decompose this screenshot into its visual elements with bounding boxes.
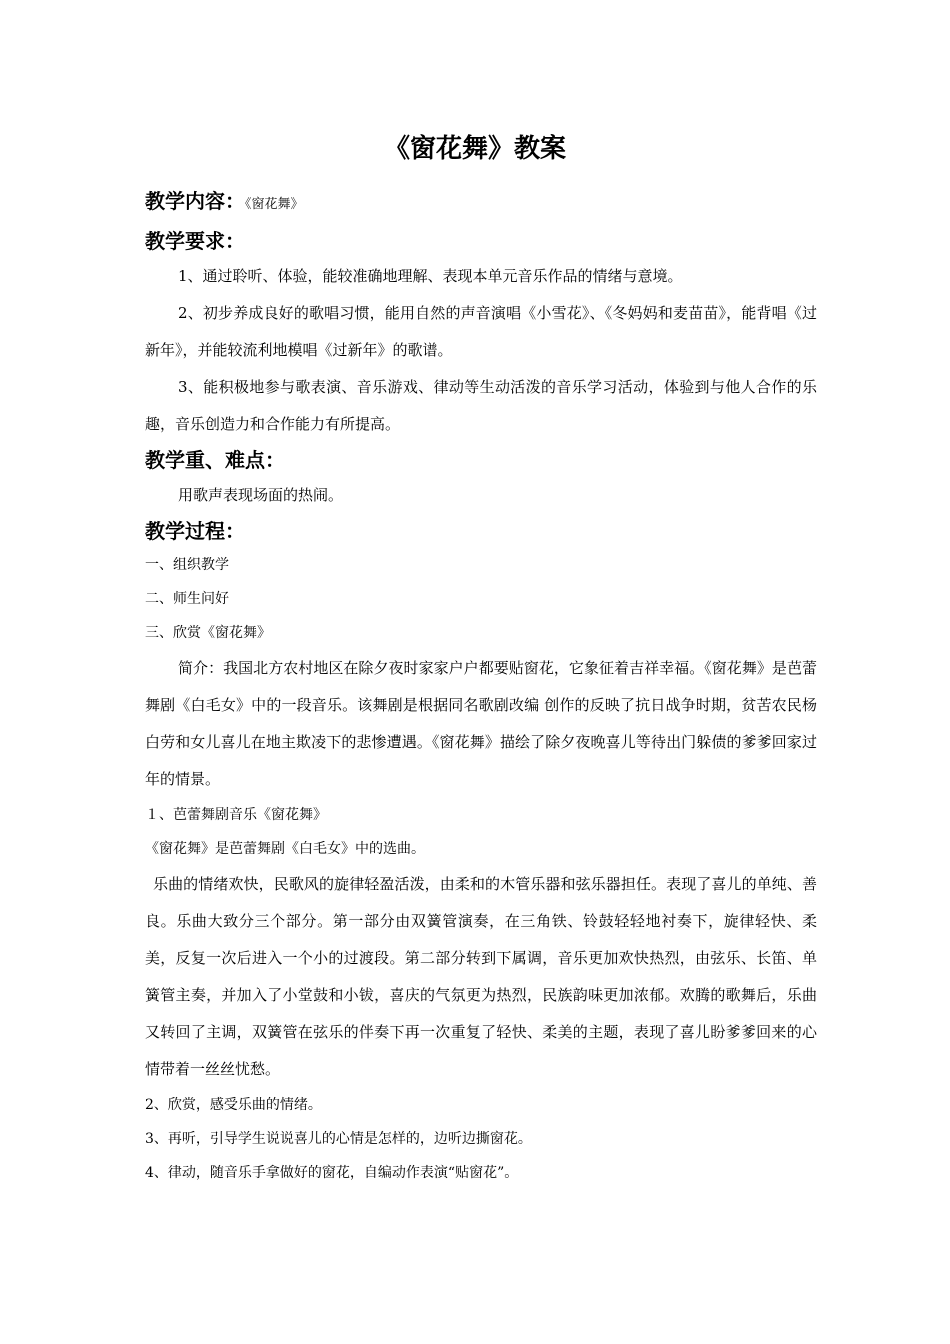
subsection-desc: 《窗花舞》是芭蕾舞剧《白毛女》中的选曲。 <box>145 841 425 857</box>
keypoints-heading: 教学重、难点： <box>145 448 285 472</box>
requirements-heading: 教学要求： <box>145 229 245 253</box>
music-description: 乐曲的情绪欢快，民歌风的旋律轻盈活泼，由柔和的木管乐器和弦乐器担任。表现了喜儿的单纯、善良。乐曲大致分三个部分。第一部分由双簧管演奏，在三角铁、铃鼓轻轻地衬奏下，旋律轻快、柔美，反复一次后进入一个小的过渡段。第二部分转到下属调，音乐更加欢快热烈，由弦乐、长笛、单簧管主奏，并加入了小堂鼓和小钹，喜庆的气氛更为热烈，民族韵味更加浓郁。欢腾的歌舞后，乐曲又转回了主调，双簧管在弦乐的伴奏下再一次重复了轻快、柔美的主题，表现了喜儿盼爹爹回来的心情带着一丝丝忧愁。 <box>145 875 817 1078</box>
requirement-item: 2、初步养成良好的歌唱习惯，能用自然的声音演唱《小雪花》、《冬妈妈和麦苗苗》，能背唱《过新年》，并能较流利地模唱《过新年》的歌谱。 <box>145 304 817 359</box>
document-body <box>145 184 817 1190</box>
process-heading: 教学过程： <box>145 519 245 543</box>
content-heading <box>145 184 817 222</box>
content-heading-label: 教学内容： <box>145 189 245 213</box>
activity-item: 2、欣赏，感受乐曲的情绪。 <box>145 1097 322 1113</box>
process-step: 二、师生问好 <box>145 591 229 607</box>
keypoints-text: 用歌声表现场面的热闹。 <box>178 486 344 504</box>
process-step: 一、组织教学 <box>145 557 229 573</box>
intro-paragraph: 简介：我国北方农村地区在除夕夜时家家户户都要贴窗花，它象征着吉祥幸福。《窗花舞》是芭蕾舞剧《白毛女》中的一段音乐。该舞剧是根据同名歌剧改编 创作的反映了抗日战争时期，贫苦农民杨白劳和女儿喜儿在地主欺凌下的悲惨遭遇。《窗花舞》描绘了除夕夜晚喜儿等待出门躲债的爹爹回家过年的情景。 <box>145 659 817 788</box>
requirement-item: 3、能积极地参与歌表演、音乐游戏、律动等生动活泼的音乐学习活动，体验到与他人合作的乐趣，音乐创造力和合作能力有所提高。 <box>145 378 817 433</box>
process-step: 三、欣赏《窗花舞》 <box>145 625 271 641</box>
requirement-item: 1、通过聆听、体验，能较准确地理解、表现本单元音乐作品的情绪与意境。 <box>178 267 683 285</box>
content-heading-value: 《窗花舞》 <box>245 197 304 212</box>
activity-item: 3、再听，引导学生说说喜儿的心情是怎样的，边听边撕窗花。 <box>145 1131 532 1147</box>
subsection-title: １、芭蕾舞剧音乐《窗花舞》 <box>145 807 327 823</box>
activity-item: 4、律动，随音乐手拿做好的窗花，自编动作表演“贴窗花”。 <box>145 1165 519 1181</box>
document-title: 《窗花舞》教案 <box>383 134 566 164</box>
